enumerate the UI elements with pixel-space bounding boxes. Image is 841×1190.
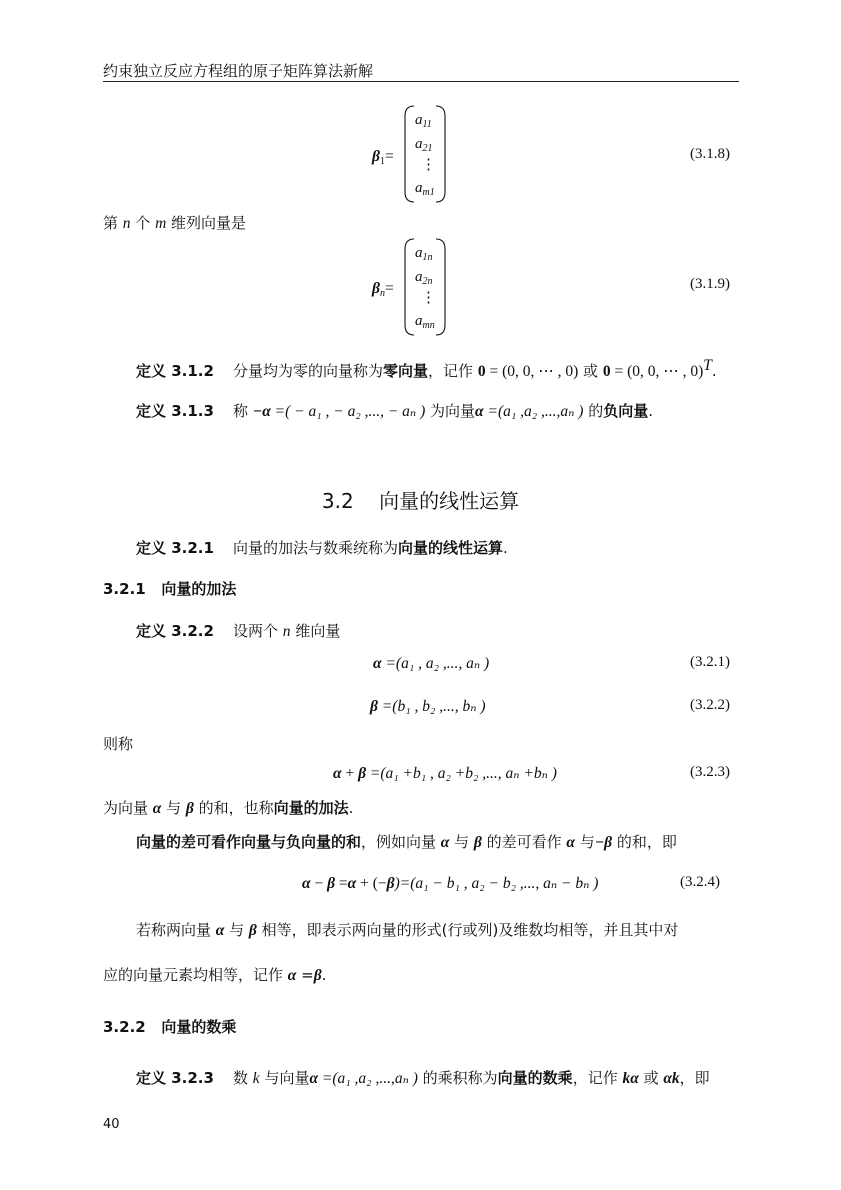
matrix-entry: $a_{2n}$	[415, 269, 433, 287]
section-heading: 3.2 向量的线性运算	[321, 489, 520, 513]
equation-3-2-3: α + β =(a₁ +b₁ , a₂ +b₂ ,..., aₙ +bₙ )	[333, 765, 557, 782]
paragraph-line: 则称	[103, 735, 134, 753]
matrix-entry: ⋮	[421, 290, 436, 306]
eq-number: (3.1.8)	[690, 146, 730, 162]
definition-3-2-2: 定义 3.2.2 设两个 n 维向量	[136, 622, 341, 640]
eq-number: (3.2.1)	[690, 654, 730, 670]
matrix-entry: $a_{m1}$	[415, 180, 435, 198]
subsection-heading: 3.2.2 向量的数乘	[103, 1018, 237, 1036]
eq-319-lhs: $\beta_n=$	[372, 280, 394, 299]
paragraph-line: 向量的差可看作向量与负向量的和，例如向量 α 与 β 的差可看作 α 与−β 的和，即	[136, 833, 677, 851]
paragraph-line: 若称两向量 α 与 β 相等，即表示两向量的形式(行或列)及维数均相等，并且其中对	[136, 921, 679, 939]
running-header: 约束独立反应方程组的原子矩阵算法新解	[103, 62, 374, 80]
eq-number: (3.2.3)	[690, 764, 730, 780]
equation-3-2-4: α − β =α + (−β)=(a₁ − b₁ , a₂ − b₂ ,..., aₙ − bₙ )	[302, 875, 599, 892]
equation-3-2-1: α =(a₁ , a₂ ,..., aₙ )	[373, 655, 490, 672]
column-vector-beta-n	[404, 237, 446, 337]
matrix-entry: $a_{11}$	[415, 112, 432, 130]
definition-3-2-3: 定义 3.2.3 数 k 与向量α =(a₁ ,a₂ ,...,aₙ ) 的乘积称为向量的数乘，记作 kα 或 αk，即	[136, 1069, 710, 1087]
page-number: 40	[103, 1117, 120, 1132]
paragraph-line: 第 n 个 m 维列向量是	[103, 214, 247, 232]
eq-318-lhs: $\beta_1=$	[372, 148, 394, 167]
paragraph-line: 应的向量元素均相等，记作 α =β.	[103, 966, 327, 984]
eq-number: (3.2.2)	[690, 697, 730, 713]
matrix-entry: $a_{1n}$	[415, 245, 433, 263]
definition-3-1-3: 定义 3.1.3 称 −α =( − a₁ , − a₂ ,..., − aₙ ) 为向量α =(a₁ ,a₂ ,...,aₙ ) 的负向量.	[136, 402, 654, 420]
definition-3-2-1: 定义 3.2.1 向量的加法与数乘统称为向量的线性运算.	[136, 539, 508, 557]
matrix-entry: $a_{21}$	[415, 136, 433, 154]
subsection-heading: 3.2.1 向量的加法	[103, 580, 237, 598]
column-vector-beta-1	[404, 104, 446, 204]
eq-number: (3.1.9)	[690, 276, 730, 292]
equation-3-2-2: β =(b₁ , b₂ ,..., bₙ )	[370, 698, 486, 715]
paragraph-line: 为向量 α 与 β 的和，也称向量的加法.	[103, 799, 354, 817]
header-rule	[103, 81, 739, 82]
definition-3-1-2: 定义 3.1.2 分量均为零的向量称为零向量，记作 0 = (0, 0, ⋯ , 0) 或 0 = (0, 0, ⋯ , 0)$^T$.	[136, 357, 717, 380]
matrix-entry: $a_{mn}$	[415, 313, 435, 331]
eq-number: (3.2.4)	[680, 874, 720, 890]
matrix-entry: ⋮	[421, 157, 436, 173]
